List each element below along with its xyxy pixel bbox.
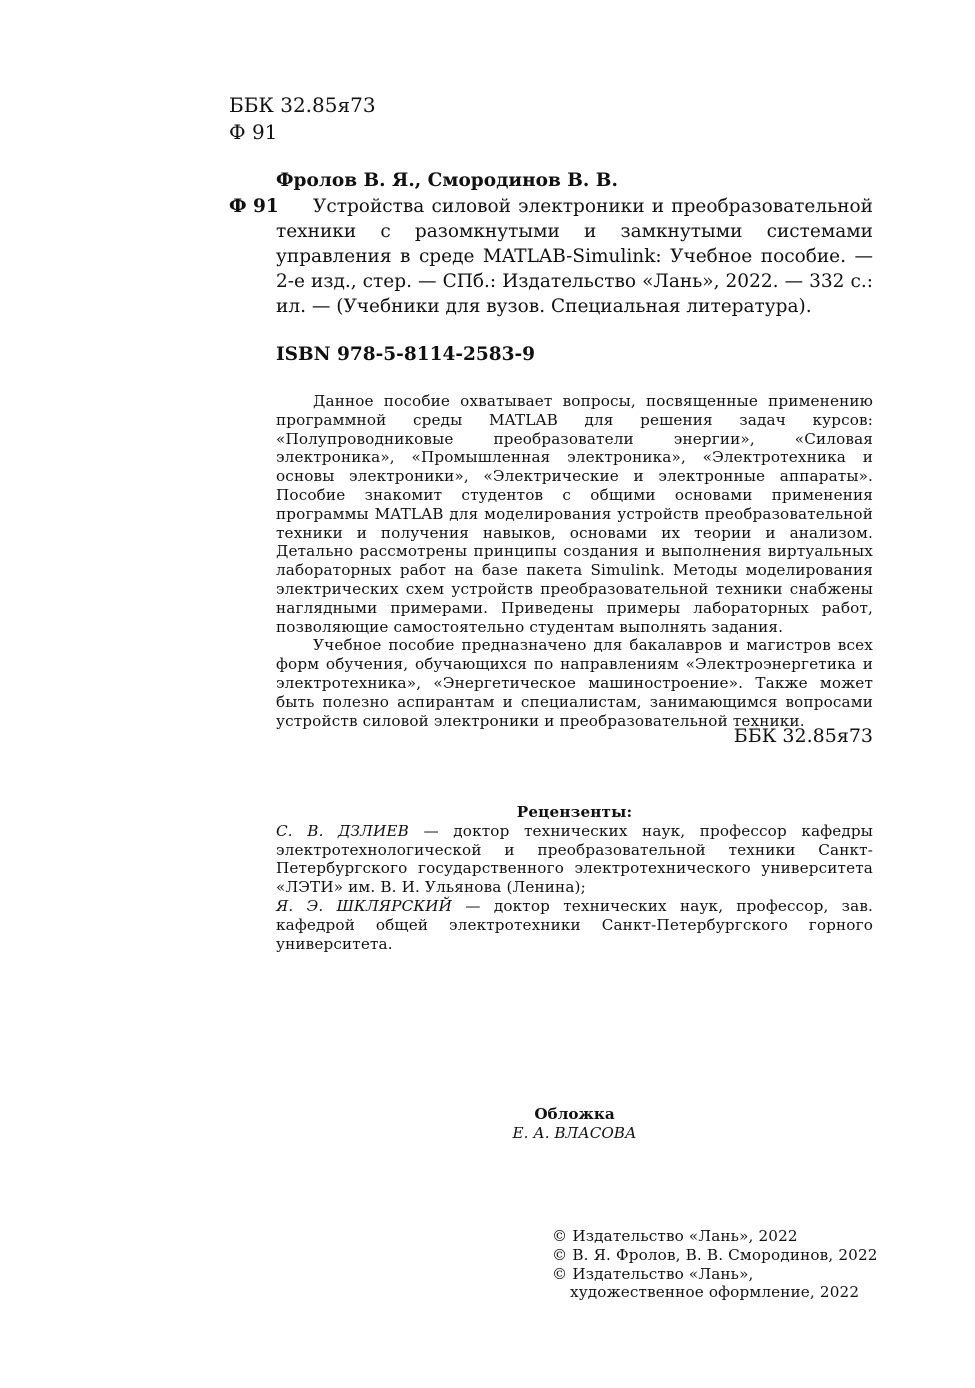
reviewer-description: — доктор технических наук, профессор кафедры электротехнологической и преобразовательной техники Санкт-Петербургского государственного электротехнического университета «ЛЭТИ» им. В. И. Ульянова (Ленина); [276,821,873,897]
copyright-block [552,1227,878,1302]
reviewer-entry [276,897,873,953]
reviewers-block [276,803,873,953]
bbk-code: ББК 32.85я73 [229,93,376,117]
copyright-line: художественное оформление, 2022 [570,1283,860,1302]
abstract [276,392,873,730]
copyright-line: © В. Я. Фролов, В. В. Смородинов, 2022 [552,1245,878,1264]
cover-designer: Е. А. ВЛАСОВА [512,1123,637,1142]
copyright-line: © Издательство «Лань», 2022 [552,1227,798,1245]
reviewers-heading: Рецензенты: [516,803,633,821]
reviewer-name: Я. Э. ШКЛЯРСКИЙ [276,896,453,915]
isbn: ISBN 978-5-8114-2583-9 [276,344,536,365]
reviewer-description: — доктор технических наук, профессор, зав. кафедрой общей электротехники Санкт-Петербургского горного университета. [276,896,873,953]
author-sign: Ф 91 [229,120,278,144]
classification-block [229,92,376,146]
catalog-code: Ф 91 [229,196,279,217]
copyright-line: © Издательство «Лань», [552,1264,754,1283]
reviewer-entry [276,822,873,897]
description-text: Устройства силовой электроники и преобразовательной техники с разомкнутыми и замкнутыми системами управления в среде MATLAB-Simulink: Учебное пособие. — 2-е изд., стер. — СПб.: Издательство «Лань», 2022. — 332 с.: ил. — (Учебники для вузов. Специальная литература). [276,196,873,317]
cover-credit [276,1105,873,1143]
bibliographic-description [276,194,873,319]
bbk-code-bottom: ББК 32.85я73 [733,725,873,747]
reviewer-name: С. В. ДЗЛИЕВ [276,821,409,840]
cover-label: Обложка [534,1105,615,1123]
abstract-paragraph: Данное пособие охватывает вопросы, посвященные применению программной среды MATLAB для решения задач курсов: «Полупроводниковые преобразователи энергии», «Силовая электроника», «Промышленная электроника», «Электротехника и основы электроники», «Электрические и электронные аппараты». Пособие знакомит студентов с общими основами применения программы MATLAB для моделирования устройств преобразовательной техники и получения навыков, основами их теории и анализом. Детально рассмотрены принципы создания и выполнения виртуальных лабораторных работ на базе пакета Simulink. Методы моделирования электрических схем устройств преобразовательной техники снабжены наглядными примерами. Приведены примеры лабораторных работ, позволяющие самостоятельно студентам выполнять задания. [276,392,873,636]
abstract-paragraph: Учебное пособие предназначено для бакалавров и магистров всех форм обучения, обучающихся по направлениям «Электроэнергетика и электротехника», «Энергетическое машиностроение». Также может быть полезно аспирантам и специалистам, занимающимся вопросами устройств силовой электроники и преобразовательной техники. [276,636,873,730]
authors: Фролов В. Я., Смородинов В. В. [276,170,618,191]
